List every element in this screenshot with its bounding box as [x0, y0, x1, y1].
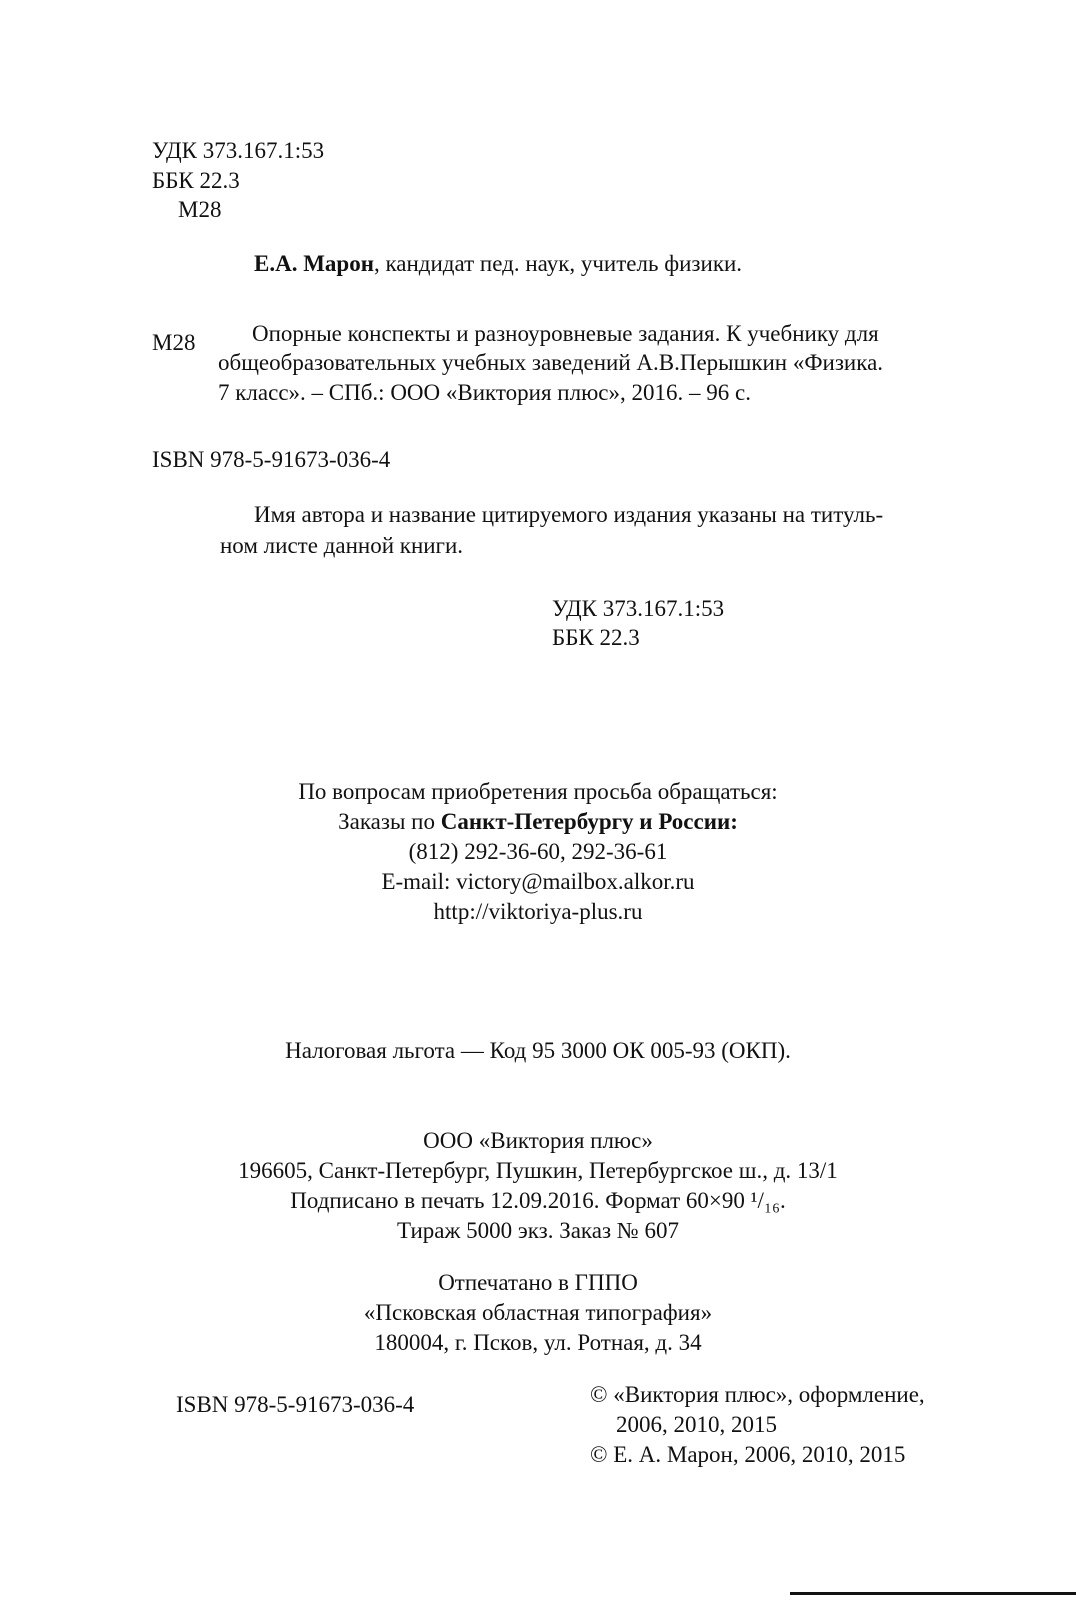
udk-code: УДК 373.167.1:53 — [152, 138, 325, 163]
copyright-line-3: © Е. А. Марон, 2006, 2010, 2015 — [590, 1442, 906, 1467]
tax-benefit-line: Налоговая льгота — Код 95 3000 ОК 005-93 (ОКП). — [285, 1038, 791, 1063]
print-signed-line: Подписано в печать 12.09.2016. Формат 60×90 ¹/₁₆. — [290, 1188, 786, 1213]
printer-line-2: «Псковская областная типография» — [363, 1300, 713, 1325]
orders-prefix: Заказы по — [338, 809, 441, 834]
printer-block — [0, 1268, 1076, 1358]
publisher-address: 196605, Санкт-Петербург, Пушкин, Петербургское ш., д. 13/1 — [238, 1158, 838, 1183]
orders-region: Санкт-Петербургу и России: — [440, 809, 738, 834]
phone-numbers: (812) 292-36-60, 292-36-61 — [408, 839, 668, 864]
udk-code-right: УДК 373.167.1:53 — [552, 596, 725, 621]
author-credentials: , кандидат пед. наук, учитель физики. — [373, 251, 743, 276]
isbn-bottom: ISBN 978-5-91673-036-4 — [176, 1392, 415, 1417]
bbk-code: ББК 22.3 — [152, 168, 240, 193]
biblio-line-2: общеобразовательных учебных заведений А.В.Перышкин «Физика. — [218, 350, 884, 375]
printer-line-3: 180004, г. Псков, ул. Ротная, д. 34 — [374, 1330, 702, 1355]
copyright-block — [590, 1380, 925, 1470]
printer-line-1: Отпечатано в ГППО — [438, 1270, 638, 1295]
website-line: http://viktoriya-plus.ru — [433, 899, 643, 924]
copyright-line-1: © «Виктория плюс», оформление, — [590, 1382, 925, 1407]
email-line: E-mail: victory@mailbox.alkor.ru — [381, 869, 695, 894]
note-line-1: Имя автора и название цитируемого издания указаны на титуль- — [254, 502, 884, 527]
copyright-line-2: 2006, 2010, 2015 — [616, 1412, 777, 1437]
contacts-block — [0, 777, 1076, 927]
publisher-name: ООО «Виктория плюс» — [423, 1128, 653, 1153]
publisher-block — [0, 1126, 1076, 1246]
print-run-line: Тираж 5000 экз. Заказ № 607 — [396, 1218, 679, 1243]
orders-line — [0, 807, 1076, 837]
biblio-line-1: Опорные конспекты и разноуровневые задания. К учебнику для — [252, 321, 879, 346]
bbk-code-right: ББК 22.3 — [552, 625, 640, 650]
biblio-line-3: 7 класс». – СПб.: ООО «Виктория плюс», 2016. – 96 с. — [218, 380, 751, 405]
author-line — [254, 249, 742, 279]
author-mark: М28 — [178, 197, 222, 222]
biblio-author-mark: М28 — [152, 330, 196, 355]
note-line-2: ном листе данной книги. — [220, 533, 464, 558]
contacts-heading: По вопросам приобретения просьба обращаться: — [298, 779, 778, 804]
author-name: Е.А. Марон — [254, 251, 374, 276]
page-edge-rule — [790, 1592, 1076, 1595]
isbn-top: ISBN 978-5-91673-036-4 — [152, 447, 391, 472]
